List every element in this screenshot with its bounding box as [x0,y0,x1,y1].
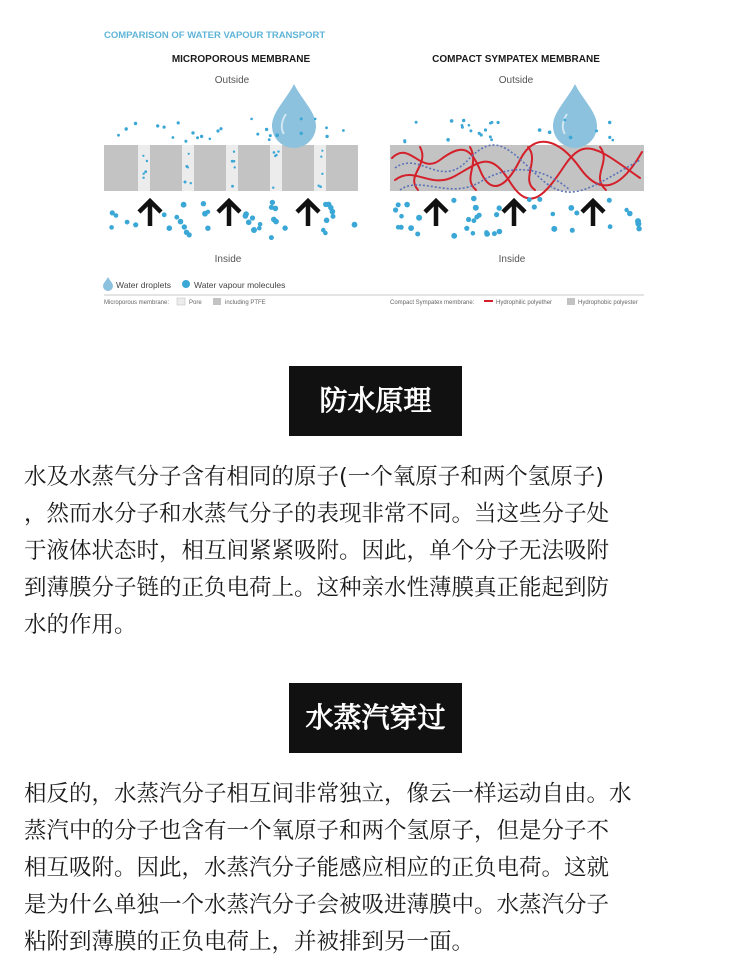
diagram-title: COMPARISON OF WATER VAPOUR TRANSPORT [104,30,326,41]
paragraph-line: ，然而水分子和水蒸气分子的表现非常不同。当这些分子处 [24,501,610,527]
vapour-molecule [484,230,489,235]
vapour-molecule [300,132,303,135]
vapour-molecule [570,228,575,233]
paragraph-line: 于液体状态时，相互间紧紧吸附。因此，单个分子无法吸附 [24,538,610,564]
vapour-molecule [219,127,222,130]
vapour-molecule [142,177,144,179]
vapour-molecule [184,181,187,184]
vapour-molecule [156,124,159,127]
vapour-molecule [471,231,476,236]
microporous-membrane [104,145,358,191]
vapour-molecule [569,136,573,140]
vapour-molecule [612,139,615,142]
vapour-molecule [200,135,203,138]
vapour-molecule [125,127,128,130]
vapour-molecule [608,121,611,124]
vapour-molecule [489,122,492,125]
vapour-molecule [243,211,249,217]
vapour-molecule [325,135,328,138]
vapour-molecule [275,133,279,137]
vapour-molecule [231,185,234,188]
vapour-molecule [537,197,542,202]
vapour-molecule [273,151,276,154]
vapour-molecule [451,198,456,203]
paragraph-line: 水及水蒸气分子含有相同的原子(一个氧原子和两个氢原子) [24,464,605,490]
legend-vapour: Water vapour molecules [194,280,286,290]
vapour-molecule [342,129,345,132]
vapour-molecule [250,118,253,121]
vapour-molecule [324,218,330,224]
vapour-molecule [133,222,138,227]
vapour-molecule [146,160,148,162]
right-heading: COMPACT SYMPATEX MEMBRANE [432,54,600,65]
vapour-molecule [408,225,414,231]
arrow-up-icon [582,201,604,226]
vapour-molecule [494,212,499,217]
vapour-molecule [134,122,137,125]
vapour-molecule [399,214,404,219]
vapour-molecule [636,226,641,231]
vapour-molecule [182,224,187,229]
water-vapour-comparison-diagram [0,0,750,330]
arrow-up-icon [139,201,161,226]
section-heading-vapour-transport: 水蒸汽穿过 [289,683,462,753]
vapour-molecule [471,196,477,202]
vapour-molecule [234,166,236,168]
svg-text:Hydrophobic polyester: Hydrophobic polyester [578,300,638,306]
vapour-molecule [527,197,532,202]
vapour-molecule [331,214,336,219]
vapour-molecule [352,222,358,228]
section-paragraph-waterproof [24,459,728,644]
vapour-molecule [142,155,144,157]
vapour-molecule [144,170,147,173]
vapour-molecule [627,211,633,217]
vapour-molecule [608,136,611,139]
water-droplet-icon [272,84,316,148]
vapour-molecule [109,225,114,230]
vapour-molecule [270,200,275,205]
vapour-molecule [250,215,255,220]
vapour-molecule [489,135,492,138]
vapour-molecule [551,212,556,217]
vapour-molecule [117,134,120,137]
vapour-molecule [320,156,322,158]
vapour-molecule [451,233,457,239]
right-outside-label: Outside [498,75,534,86]
vapour-molecule [532,204,537,209]
water-droplet-icon [553,84,597,148]
vapour-molecule [185,165,188,168]
vapour-molecule [177,121,180,124]
vapour-molecule [209,138,212,141]
legend-droplets: Water droplets [116,280,171,290]
svg-text:including PTFE: including PTFE [225,300,266,306]
left-inside-label: Inside [214,254,242,265]
vapour-molecule [484,128,487,131]
vapour-molecule [464,226,469,231]
vapour-molecule [321,173,323,175]
vapour-molecule [326,202,332,208]
vapour-molecule [273,219,279,225]
vapour-molecule [187,232,192,237]
pore [226,145,238,191]
sympatex-membrane [390,142,644,199]
vapour-molecule [216,129,219,132]
vapour-molecule [321,228,326,233]
vapour-molecule [277,150,279,152]
legend [103,277,285,291]
vapour-molecule [404,202,410,208]
paragraph-line: 水的作用。 [24,612,137,638]
vapour-molecule [461,124,464,127]
arrow-up-icon [425,201,447,226]
vapour-molecule [265,128,268,131]
vapour-molecule [167,225,173,231]
vapour-molecule [497,229,503,235]
section-paragraph-vapour-transport [24,776,728,961]
vapour-molecule [202,211,208,217]
paragraph-line: 蒸汽中的分子也含有一个氧原子和两个氢原子，但是分子不 [24,818,610,844]
vapour-molecule [246,220,252,226]
vapour-molecule [181,202,187,208]
vapour-molecule [446,138,450,142]
vapour-molecule [469,129,472,132]
vapour-molecule [466,217,471,222]
paragraph-line: 是为什么单独一个水蒸汽分子会被吸进薄膜中。水蒸汽分子 [24,892,610,918]
vapour-molecule [282,225,287,230]
arrow-up-icon [218,201,240,226]
paragraph-line: 相反的，水蒸汽分子相互间非常独立，像云一样运动自由。水 [24,781,632,807]
vapour-molecule [256,133,259,136]
vapour-molecule [574,211,579,216]
pore [314,145,326,191]
paragraph-line: 相互吸附。因此，水蒸汽分子能感应相应的正负电荷。这就 [24,855,610,881]
vapour-molecule [269,205,274,210]
vapour-molecule [478,132,481,135]
paragraph-line: 到薄膜分子链的正负电荷上。这种亲水性薄膜真正能起到防 [24,575,610,601]
vapour-molecule [172,136,175,139]
vapour-molecule [468,124,471,127]
vapour-molecule [393,207,398,212]
vapour-molecule [272,187,274,189]
svg-text:Microporous membrane:: Microporous membrane: [104,300,170,306]
vapour-molecule [269,235,274,240]
vapour-molecule [325,126,328,129]
vapour-molecule [268,138,271,141]
arrow-up-icon [503,201,525,226]
svg-text:Hydrophilic polyether: Hydrophilic polyether [496,300,553,306]
vapour-molecule [538,128,542,132]
vapour-molecule [191,131,194,134]
vapour-molecule [201,201,206,206]
vapour-molecule [110,210,115,215]
svg-text:Pore: Pore [189,300,202,306]
vapour-molecule [396,225,401,230]
vapour-molecule [492,231,497,236]
vapour-molecule [274,155,276,157]
vapour-molecule [184,140,187,143]
vapour-molecule [568,205,574,211]
vapour-molecule [415,121,418,124]
vapour-molecule [472,218,477,223]
left-heading: MICROPOROUS MEMBRANE [171,54,311,65]
vapour-molecule [635,221,641,227]
arrow-up-icon [297,201,319,226]
vapour-molecule [608,224,613,229]
vapour-molecule [314,118,317,121]
vapour-molecule [188,153,190,155]
vapour-molecule [548,131,552,135]
molecule-legend-icon [182,280,190,288]
pore [138,145,150,191]
section-heading-waterproof: 防水原理 [289,366,462,436]
vapour-molecule [178,219,184,225]
vapour-molecule [563,119,566,122]
vapour-molecule [258,222,263,227]
vapour-molecule [317,185,319,187]
vapour-molecule [551,226,557,232]
vapour-molecule [251,227,257,233]
vapour-molecule [162,212,167,217]
vapour-molecule [490,138,493,141]
vapour-molecule [196,136,199,139]
vapour-molecule [257,226,262,231]
pore [270,145,282,191]
vapour-molecule [143,173,145,175]
vapour-molecule [450,119,454,123]
vapour-molecule [473,205,479,211]
left-outside-label: Outside [214,75,250,86]
paragraph-line: 粘附到薄膜的正负电荷上，并被排到另一面。 [24,929,475,955]
vapour-molecule [416,215,422,221]
vapour-molecule [174,215,179,220]
vapour-molecule [403,139,406,142]
vapour-molecule [595,129,598,132]
droplet-legend-icon [103,277,113,291]
footnote-right [390,298,638,306]
vapour-molecule [233,151,235,153]
vapour-molecule [163,126,166,129]
vapour-molecule [190,182,192,184]
vapour-molecule [125,220,130,225]
vapour-molecule [300,117,303,120]
footnote-left [104,298,266,306]
vapour-molecule [497,121,500,124]
svg-text:Compact Sympatex membrane:: Compact Sympatex membrane: [390,300,475,306]
right-inside-label: Inside [498,254,526,265]
vapour-molecule [205,226,210,231]
vapour-molecule [415,232,420,237]
vapour-molecule [497,205,502,210]
vapour-molecule [269,134,272,137]
vapour-molecule [321,150,323,152]
vapour-molecule [607,198,612,203]
vapour-molecule [462,119,465,122]
vapour-molecule [396,202,401,207]
vapour-molecule [233,160,236,163]
